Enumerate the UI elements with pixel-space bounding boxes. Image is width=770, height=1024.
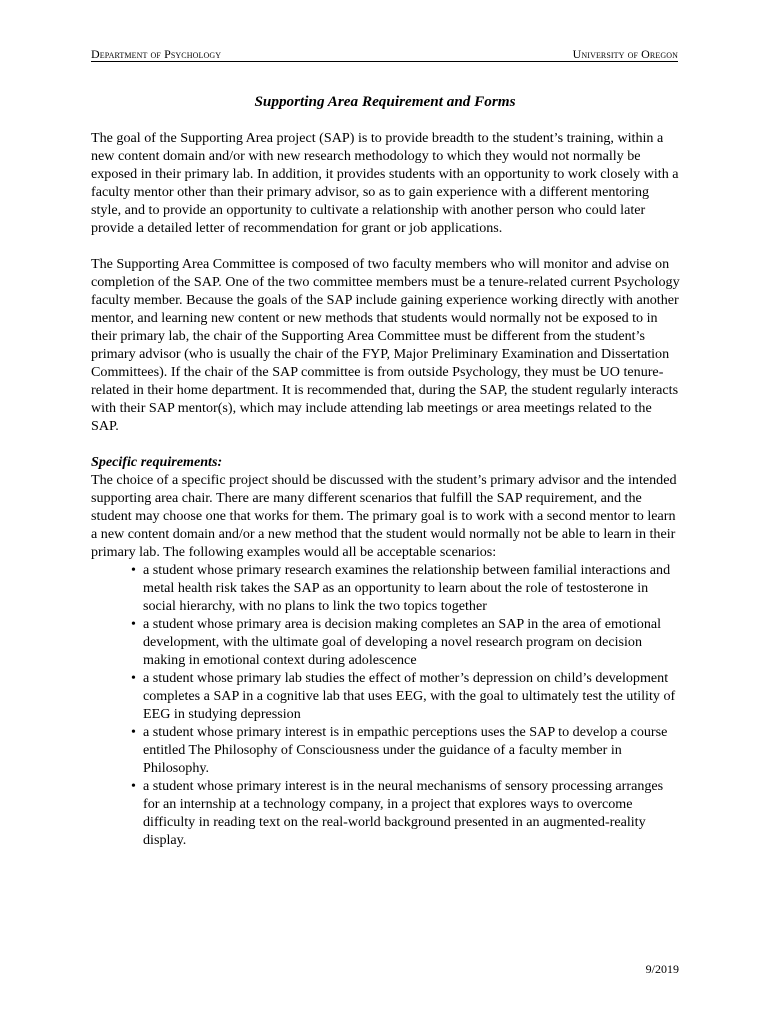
list-item <box>131 669 681 723</box>
scenario-text: a student whose primary lab studies the effect of mother’s depression on child’s development completes a SAP in a cognitive lab that uses EEG, with the goal to ultimately test the utility of EEG in studying depression <box>143 670 676 722</box>
document-body <box>91 129 681 849</box>
department-label: Department of Psychology <box>91 47 222 61</box>
document-title: Supporting Area Requirement and Forms <box>254 93 516 110</box>
committee-paragraph: The Supporting Area Committee is composed of two faculty members who will monitor and advise on completion of the SAP. One of the two committee members must be a tenure-related current Psychology faculty member. Because the goals of the SAP include gaining experience working directly with another mentor, and learning new content or new methods that students would normally not be exposed to in their primary lab, the chair of the Supporting Area Committee must be different from the student’s primary advisor (who is usually the chair of the FYP, Major Preliminary Examination and Dissertation Committees). If the chair of the SAP committee is from outside Psychology, they must be UO tenure-related in their home department. It is recommended that, during the SAP, the student regularly interacts with their SAP mentor(s), which may include attending lab meetings or area meetings related to the SAP. <box>91 256 680 434</box>
list-item <box>131 561 681 615</box>
list-item <box>131 723 681 777</box>
bullet-icon: • <box>131 616 136 632</box>
scenario-text: a student whose primary interest is in the neural mechanisms of sensory processing arranges for an internship at a technology company, in a project that explores ways to overcome difficulty in reading text on the real-world background presented in an augmented-reality display. <box>143 778 664 848</box>
scenario-text: a student whose primary research examines the relationship between familial interactions and metal health risk takes the SAP as an opportunity to learn about the role of testosterone in social hierarchy, with no plans to link the two topics together <box>143 562 671 614</box>
footer-date: 9/2019 <box>645 962 679 976</box>
list-item <box>131 615 681 669</box>
bullet-icon: • <box>131 724 136 740</box>
goal-paragraph: The goal of the Supporting Area project (SAP) is to provide breadth to the student’s training, within a new content domain and/or with new research methodology to which they would not normally be exposed in their primary lab. In addition, it provides students with an opportunity to work closely with a faculty mentor other than their primary advisor, so as to gain experience with a different mentoring style, and to provide an opportunity to cultivate a relationship with another person who could later provide a detailed letter of recommendation for grant or job applications. <box>91 130 679 236</box>
bullet-icon: • <box>131 562 136 578</box>
specific-requirements-intro: The choice of a specific project should be discussed with the student’s primary advisor and the intended supporting area chair. There are many different scenarios that fulfill the SAP requirement, and the student may choose one that works for them. The primary goal is to work with a second mentor to learn a new content domain and/or a new method that the student would normally not be able to learn in their primary lab. The following examples would all be acceptable scenarios: <box>91 472 677 560</box>
bullet-icon: • <box>131 778 136 794</box>
specific-requirements-heading: Specific requirements: <box>91 454 223 470</box>
scenario-list <box>91 561 681 849</box>
scenario-text: a student whose primary interest is in empathic perceptions uses the SAP to develop a course entitled The Philosophy of Consciousness under the guidance of a faculty member in Philosophy. <box>143 724 668 776</box>
university-label: University of Oregon <box>572 47 678 61</box>
page-header <box>91 47 678 62</box>
bullet-icon: • <box>131 670 136 686</box>
header-rule <box>91 61 678 62</box>
list-item <box>131 777 681 849</box>
scenario-text: a student whose primary area is decision making completes an SAP in the area of emotional development, with the ultimate goal of developing a novel research program on decision making in emotional context during adolescence <box>143 616 662 668</box>
